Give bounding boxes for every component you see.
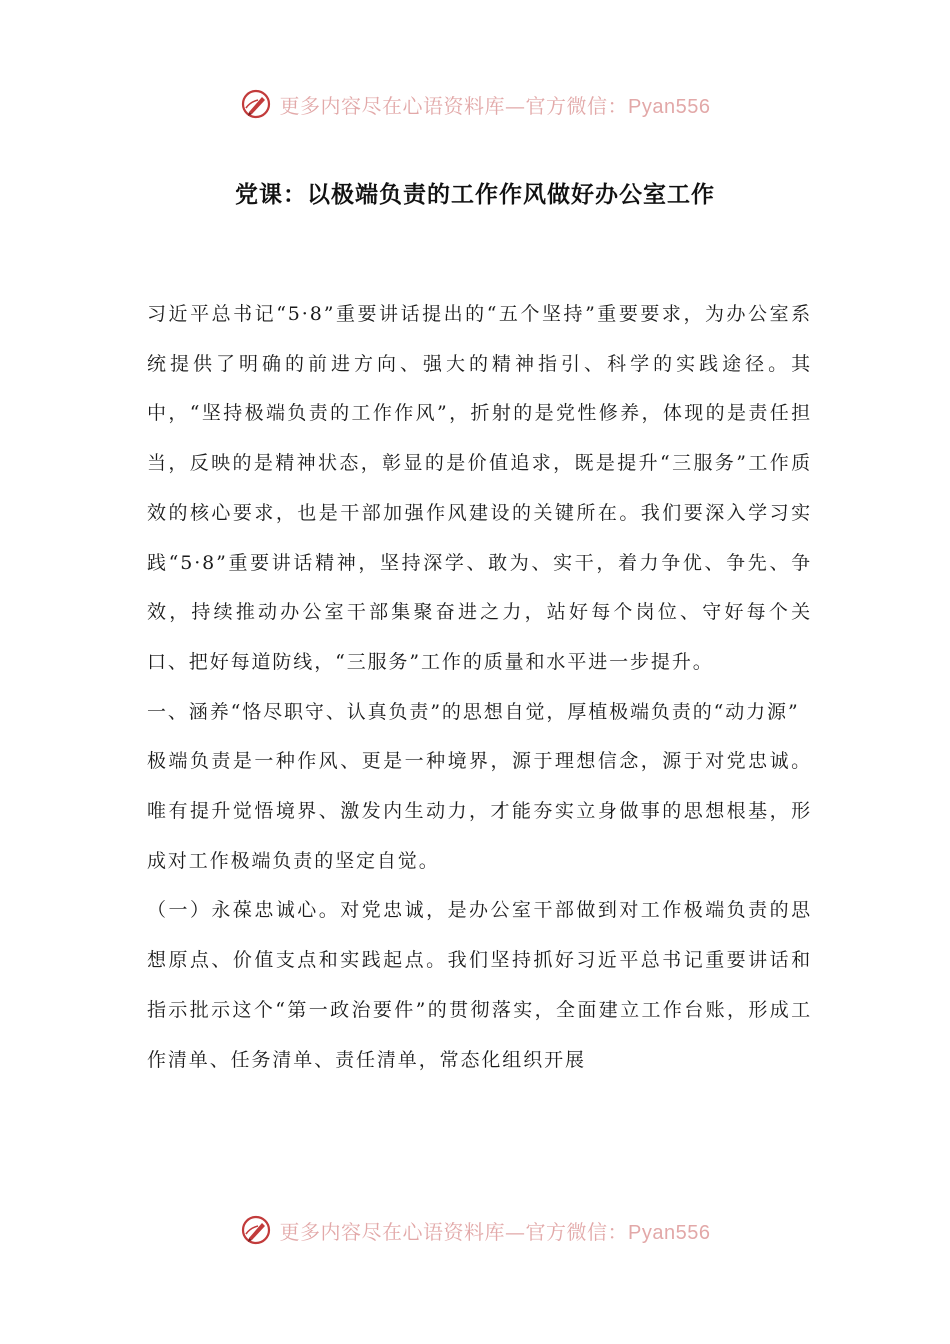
watermark-text [280, 1216, 711, 1245]
section-heading-1: 一、涵养“恪尽职守、认真负责”的思想自觉，厚植极端负责的“动力源” [147, 700, 800, 723]
subsection-1-paragraph: （一）永葆忠诚心。对党忠诚，是办公室干部做到对工作极端负责的思想原点、价值支点和实践起点。我们坚持抓好习近平总书记重要讲话和指示批示这个“第一政治要件”的贯彻落实，全面建立工作台账，形成工作清单、任务清单、责任清单，常态化组织开展 [147, 899, 812, 1071]
wechat-id: Pyan556 [628, 1221, 711, 1244]
document-title: 党课：以极端负责的工作作风做好办公室工作 [235, 181, 715, 208]
intro-paragraph: 习近平总书记“5·8”重要讲话提出的“五个坚持”重要要求，为办公室系统提供了明确的前进方向、强大的精神指引、科学的实践途径。其中，“坚持极端负责的工作作风”，折射的是党性修养，体现的是责任担当，反映的是精神状态，彰显的是价值追求，既是提升“三服务”工作质效的核心要求，也是干部加强作风建设的关键所在。我们要深入学习实践“5·8”重要讲话精神，坚持深学、敢为、实干，着力争优、争先、争效，持续推动办公室干部集聚奋进之力，站好每个岗位、守好每个关口、把好每道防线，“三服务”工作的质量和水平进一步提升。 [147, 303, 812, 673]
section-1-paragraph: 极端负责是一种作风、更是一种境界，源于理想信念，源于对党忠诚。唯有提升觉悟境界、激发内生动力，才能夯实立身做事的思想根基，形成对工作极端负责的坚定自觉。 [147, 750, 812, 872]
watermark-text [280, 90, 711, 119]
watermark-label: 更多内容尽在心语资料库—官方微信： [279, 1219, 629, 1244]
document-body [147, 290, 812, 1085]
watermark-label: 更多内容尽在心语资料库—官方微信： [279, 93, 629, 118]
wechat-id: Pyan556 [628, 95, 711, 118]
pen-logo-icon [240, 1214, 272, 1246]
header-watermark [0, 84, 950, 124]
footer-watermark [0, 1210, 950, 1250]
pen-logo-icon [240, 88, 272, 120]
